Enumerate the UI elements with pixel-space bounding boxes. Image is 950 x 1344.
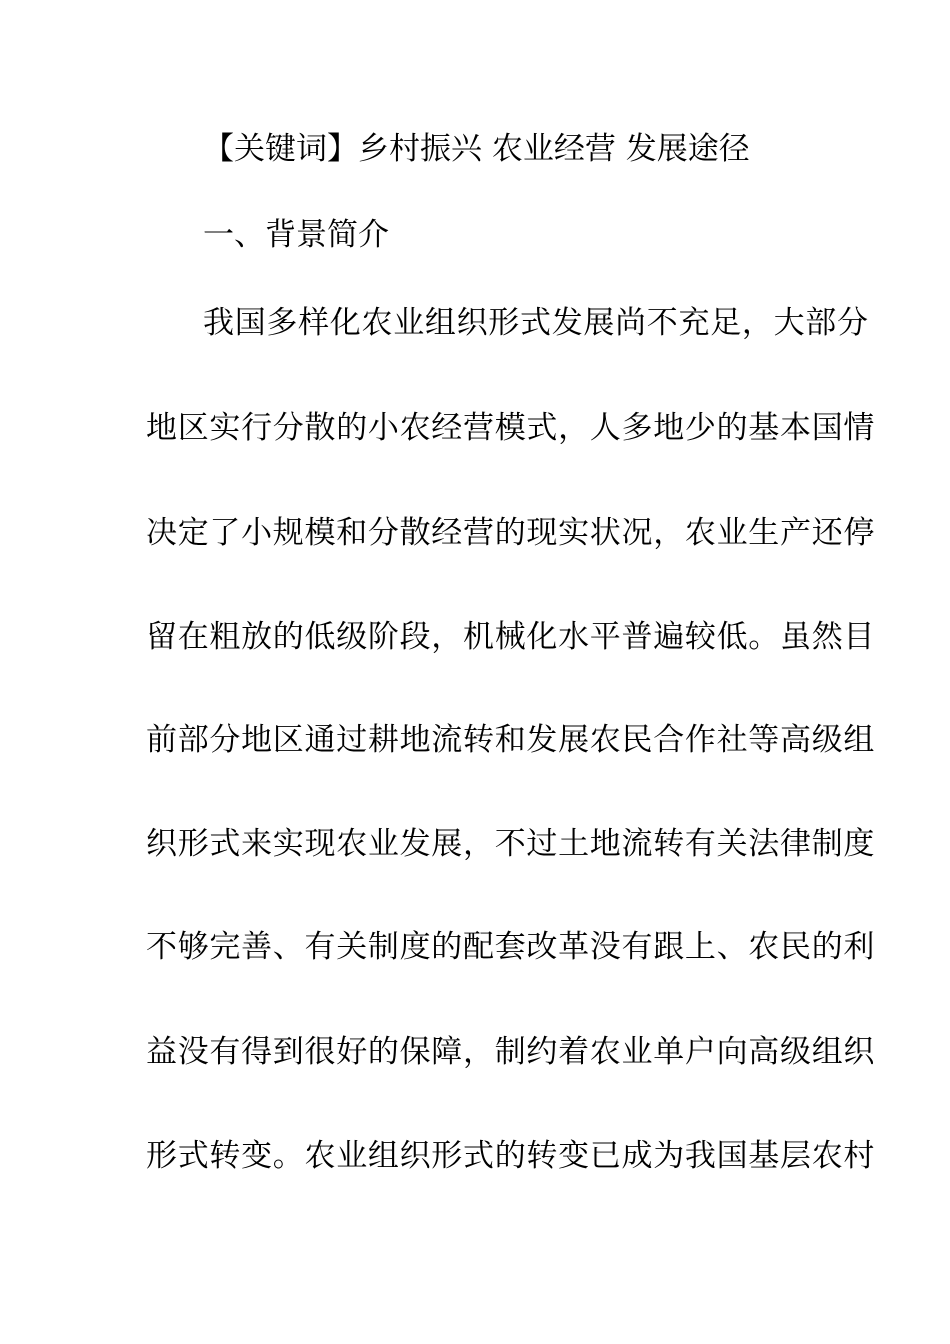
paragraph-line: 我国多样化农业组织形式发展尚不充足，大部分 bbox=[203, 305, 869, 341]
paragraph-line: 形式转变。农业组织形式的转变已成为我国基层农村 bbox=[146, 1138, 876, 1174]
paragraph-line: 不够完善、有关制度的配套改革没有跟上、农民的利 bbox=[146, 929, 876, 965]
paragraph-line: 决定了小规模和分散经营的现实状况，农业生产还停 bbox=[146, 515, 876, 551]
keywords-line: 【关键词】乡村振兴 农业经营 发展途径 bbox=[203, 131, 750, 167]
section-heading: 一、背景简介 bbox=[203, 217, 389, 253]
paragraph-line: 留在粗放的低级阶段，机械化水平普遍较低。虽然目 bbox=[146, 619, 876, 655]
paragraph-line: 前部分地区通过耕地流转和发展农民合作社等高级组 bbox=[146, 722, 876, 758]
paragraph-line: 织形式来实现农业发展，不过土地流转有关法律制度 bbox=[146, 826, 876, 862]
paragraph-line: 地区实行分散的小农经营模式，人多地少的基本国情 bbox=[146, 410, 876, 446]
paragraph-line: 益没有得到很好的保障，制约着农业单户向高级组织 bbox=[146, 1034, 876, 1070]
